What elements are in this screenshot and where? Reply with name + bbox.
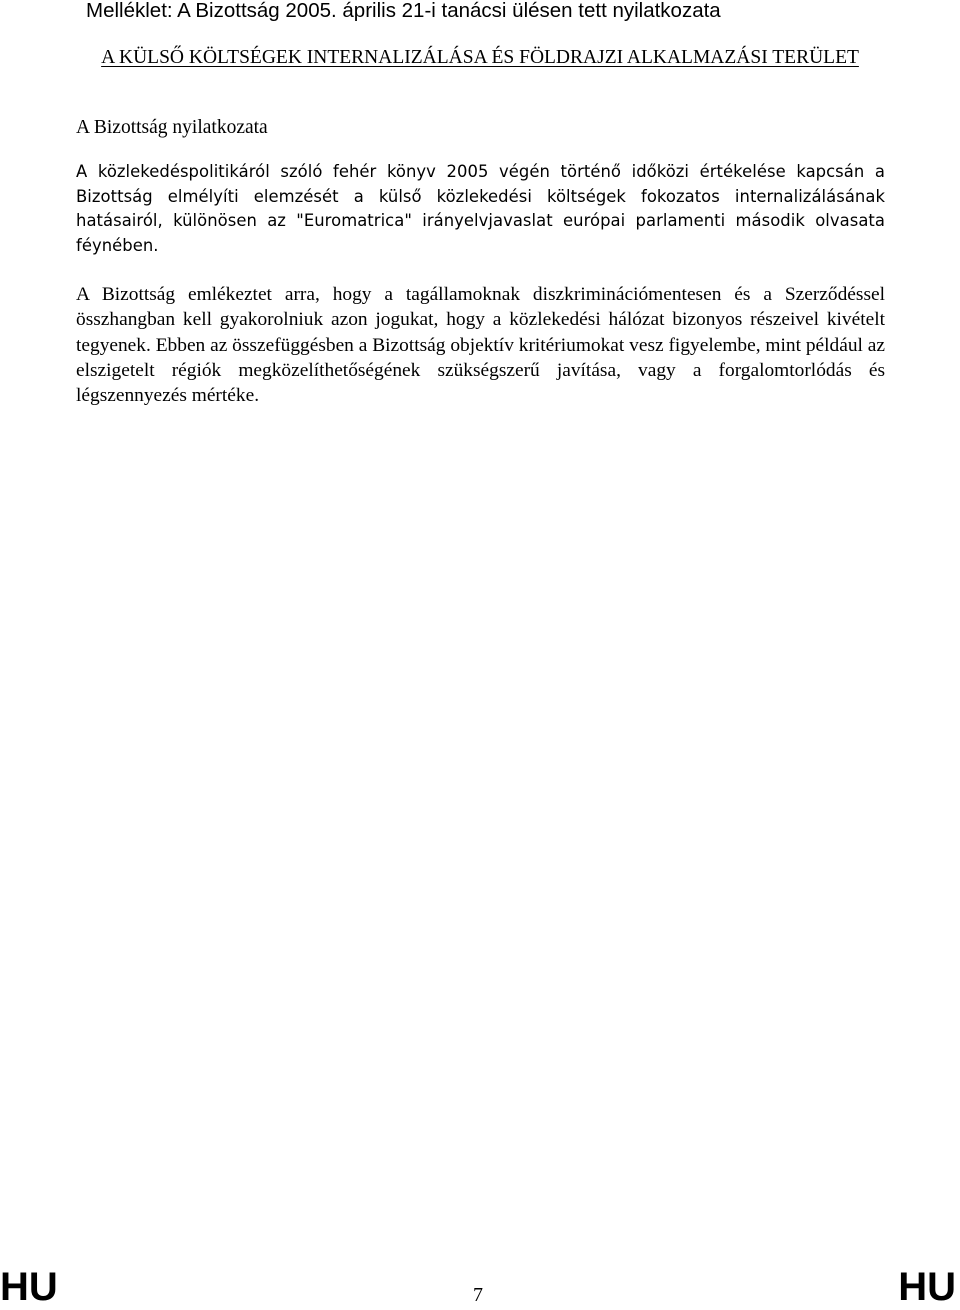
- paragraph-member-states: A Bizottság emlékeztet arra, hogy a tagállamoknak diszkriminációmentesen és a Szerződéssel összhangban kell gyakorolniuk azon jogukat, hogy a közlekedési hálózat bizonyos részeivel kivételt tegyenek. Ebben az összefüggésben a Bizottság objektív kritériumokat vesz figyelembe, mint például az elszigetelt régiók megközelíthetőségének szükségszerű javítása, vagy a forgalomtorlódás és légszennyezés mértéke.: [76, 284, 885, 407]
- page-number: 7: [473, 1284, 483, 1306]
- footer-language-code-right: HU: [898, 1265, 956, 1309]
- statement-subheading: A Bizottság nyilatkozata: [76, 117, 268, 138]
- footer-language-code-left: HU: [0, 1265, 58, 1309]
- paragraph-white-paper: A közlekedéspolitikáról szóló fehér könyv 2005 végén történő időközi értékelése kapcsán a Bizottság elmélyíti elemzését a külső közlekedési költségek fokozatos internalizálásának hatásairól, különösen az "Euromatrica" irányelvjavaslat európai parlamenti második olvasata féynében.: [76, 162, 885, 256]
- section-heading: A KÜLSŐ KÖLTSÉGEK INTERNALIZÁLÁSA ÉS FÖLDRAJZI ALKALMAZÁSI TERÜLET: [101, 47, 859, 68]
- page-title: Melléklet: A Bizottság 2005. április 21-i tanácsi ülésen tett nyilatkozata: [86, 0, 721, 22]
